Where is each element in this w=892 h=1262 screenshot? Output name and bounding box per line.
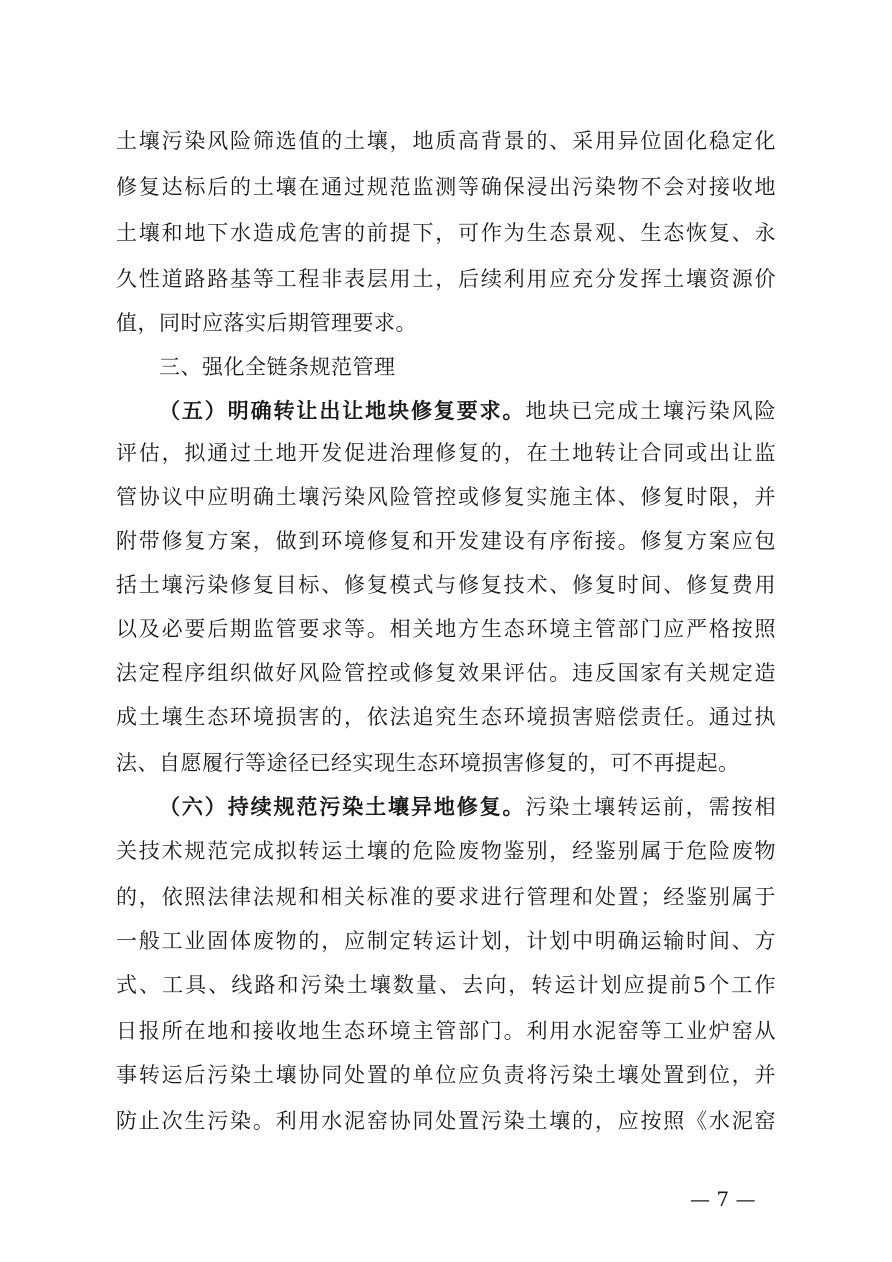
body-text-line: 法、自愿履行等途径已经实现生态环境损害修复的，可不再提起。 [116, 751, 740, 775]
paragraph-first-line [159, 396, 776, 426]
body-text-line: 的，依照法律法规和相关标准的要求进行管理和处置；经鉴别属于 [116, 885, 776, 909]
body-text-line: 式、工具、线路和污染土壤数量、去向，转运计划应提前5个工作 [116, 973, 776, 997]
body-text-line: 管协议中应明确土壤污染风险管控或修复实施主体、修复时限，并 [116, 485, 776, 509]
body-text-line: 事转运后污染土壤协同处置的单位应负责将污染土壤处置到位，并 [116, 1063, 776, 1087]
paragraph-first-line [159, 792, 776, 822]
body-text-line: 成土壤生态环境损害的，依法追究生态环境损害赔偿责任。通过执 [116, 705, 776, 729]
paragraph-title: （六）持续规范污染土壤异地修复。 [159, 795, 526, 819]
body-text-line: 土壤和地下水造成危害的前提下，可作为生态景观、生态恢复、永 [116, 221, 776, 245]
body-text-line: 防止次生污染。利用水泥窑协同处置污染土壤的，应按照《水泥窑 [116, 1109, 776, 1133]
page-number: — 7 — [690, 1187, 756, 1211]
body-text-line: 附带修复方案，做到环境修复和开发建设有序衔接。修复方案应包 [116, 529, 776, 553]
body-text-line: 久性道路路基等工程非表层用土，后续利用应充分发挥土壤资源价 [116, 267, 776, 291]
body-text-line: 一般工业固体废物的，应制定转运计划，计划中明确运输时间、方 [116, 929, 776, 953]
body-text-line: 修复达标后的土壤在通过规范监测等确保浸出污染物不会对接收地 [116, 175, 776, 199]
body-text-line: 日报所在地和接收地生态环境主管部门。利用水泥窑等工业炉窑从 [116, 1019, 776, 1043]
body-text-line: 以及必要后期监管要求等。相关地方生态环境主管部门应严格按照 [116, 617, 776, 641]
body-text-line: 土壤污染风险筛选值的土壤，地质高背景的、采用异位固化稳定化 [116, 129, 776, 153]
paragraph-text: 地块已完成土壤污染风险 [525, 399, 777, 423]
paragraph-title: （五）明确转让出让地块修复要求。 [159, 399, 526, 423]
paragraph-text: 污染土壤转运前，需按相 [525, 795, 777, 819]
body-text-line: 值，同时应落实后期管理要求。 [116, 311, 417, 335]
body-text-line: 括土壤污染修复目标、修复模式与修复技术、修复时间、修复费用 [116, 573, 776, 597]
section-heading: 三、强化全链条规范管理 [159, 355, 396, 379]
body-text-line: 关技术规范完成拟转运土壤的危险废物鉴别，经鉴别属于危险废物 [116, 839, 776, 863]
body-text-line: 法定程序组织做好风险管控或修复效果评估。违反国家有关规定造 [116, 661, 776, 685]
body-text-line: 评估，拟通过土地开发促进治理修复的，在土地转让合同或出让监 [116, 441, 776, 465]
